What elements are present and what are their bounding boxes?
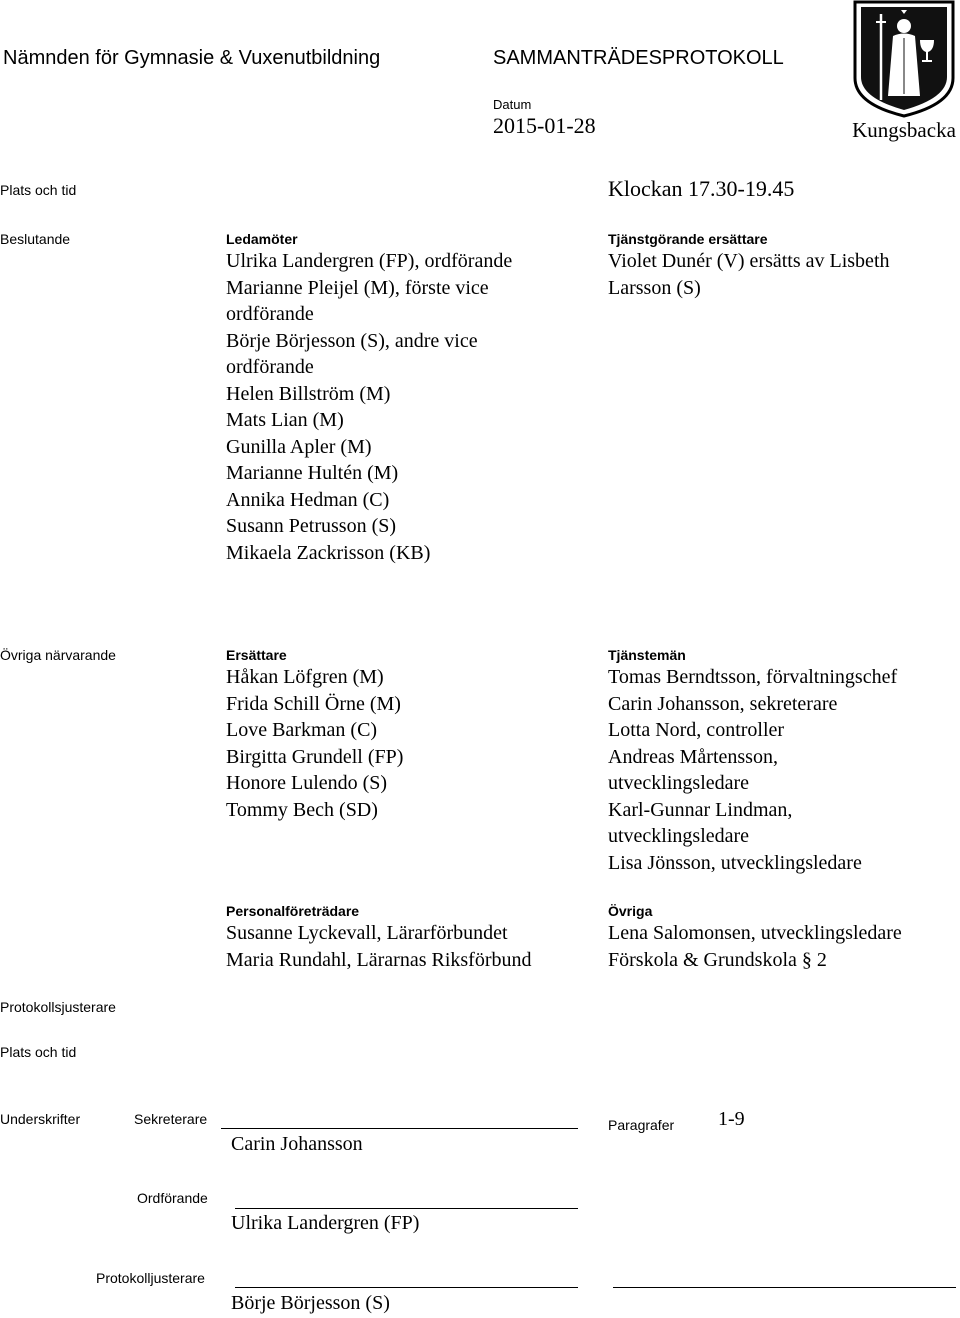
date-label: Datum (493, 97, 532, 112)
official-line: Lisa Jönsson, utvecklingsledare (608, 851, 862, 874)
municipality-logo (850, 0, 958, 148)
adjuster-label: Protokolljusterare (96, 1270, 205, 1286)
official-line: Carin Johansson, sekreterare (608, 692, 838, 715)
paragraphs-value: 1-9 (718, 1108, 745, 1130)
members-heading: Ledamöter (226, 231, 298, 247)
others-present-label: Övriga närvarande (0, 647, 116, 663)
substitute-line: Larsson (S) (608, 276, 701, 299)
member-line: Mats Lian (M) (226, 409, 344, 431)
replacements-heading: Ersättare (226, 647, 287, 663)
officials-list (608, 664, 897, 876)
decision-makers-label: Beslutande (0, 231, 71, 247)
member-line: Marianne Pleijel (M), förste vice (226, 276, 489, 299)
member-line: Mikaela Zackrisson (KB) (226, 541, 431, 564)
paragraphs-label: Paragrafer (608, 1117, 675, 1133)
member-line: Ulrika Landergren (FP), ordförande (226, 250, 513, 272)
staff-reps-list (226, 920, 531, 973)
members-list (226, 248, 512, 566)
committee-name: Nämnden för Gymnasie & Vuxenutbildning (3, 47, 381, 69)
staff-reps-heading: Personalföreträdare (226, 903, 360, 919)
adjusters-place-time-label: Plats och tid (0, 1044, 77, 1060)
replacement-line: Tommy Bech (SD) (226, 798, 378, 821)
member-line: Gunilla Apler (M) (226, 435, 372, 458)
replacements-list (226, 664, 403, 823)
substitutes-heading: Tjänstgörande ersättare (608, 231, 768, 247)
official-line: Karl-Gunnar Lindman, (608, 798, 793, 821)
adjuster-name: Börje Börjesson (S) (231, 1292, 390, 1314)
staff-rep-line: Susanne Lyckevall, Lärarförbundet (226, 922, 508, 944)
other-line: Lena Salomonsen, utvecklingsledare (608, 922, 902, 944)
secretary-signature-line[interactable] (221, 1128, 578, 1129)
member-line: ordförande (226, 303, 314, 325)
substitutes-list (608, 248, 890, 301)
meeting-date: 2015-01-28 (493, 113, 596, 138)
adjuster-signature-line[interactable] (235, 1287, 578, 1288)
replacement-line: Honore Lulendo (S) (226, 772, 388, 794)
other-list (608, 920, 902, 973)
chair-label: Ordförande (137, 1190, 208, 1206)
member-line: Helen Billström (M) (226, 382, 391, 405)
other-heading: Övriga (608, 903, 653, 919)
replacement-line: Håkan Löfgren (M) (226, 666, 384, 688)
member-line: Marianne Hultén (M) (226, 462, 399, 484)
adjusters-label: Protokollsjusterare (0, 999, 116, 1015)
substitute-line: Violet Dunér (V) ersätts av Lisbeth (608, 250, 890, 272)
chair-signature-line[interactable] (235, 1208, 578, 1209)
member-line: Annika Hedman (C) (226, 488, 390, 511)
member-line: ordförande (226, 356, 314, 378)
second-adjuster-signature-line[interactable] (613, 1287, 956, 1288)
place-time-label: Plats och tid (0, 182, 77, 198)
replacement-line: Birgitta Grundell (FP) (226, 745, 404, 768)
other-line: Förskola & Grundskola § 2 (608, 948, 827, 971)
place-time-value: Klockan 17.30-19.45 (608, 176, 795, 201)
member-line: Susann Petrusson (S) (226, 515, 397, 537)
chair-name: Ulrika Landergren (FP) (231, 1212, 420, 1234)
officials-heading: Tjänstemän (608, 647, 686, 663)
official-line: utvecklingsledare (608, 772, 750, 794)
member-line: Börje Börjesson (S), andre vice (226, 329, 478, 352)
secretary-label: Sekreterare (134, 1111, 208, 1127)
signatures-label: Underskrifter (0, 1111, 81, 1127)
official-line: utvecklingsledare (608, 825, 750, 847)
official-line: Andreas Mårtensson, (608, 745, 778, 768)
official-line: Tomas Berndtsson, förvaltningschef (608, 666, 898, 688)
replacement-line: Love Barkman (C) (226, 719, 378, 741)
replacement-line: Frida Schill Örne (M) (226, 692, 401, 715)
official-line: Lotta Nord, controller (608, 719, 785, 741)
document-type: SAMMANTRÄDESPROTOKOLL (493, 47, 784, 69)
secretary-name: Carin Johansson (231, 1133, 363, 1155)
staff-rep-line: Maria Rundahl, Lärarnas Riksförbund (226, 948, 532, 971)
logo-text: Kungsbacka (852, 118, 956, 142)
